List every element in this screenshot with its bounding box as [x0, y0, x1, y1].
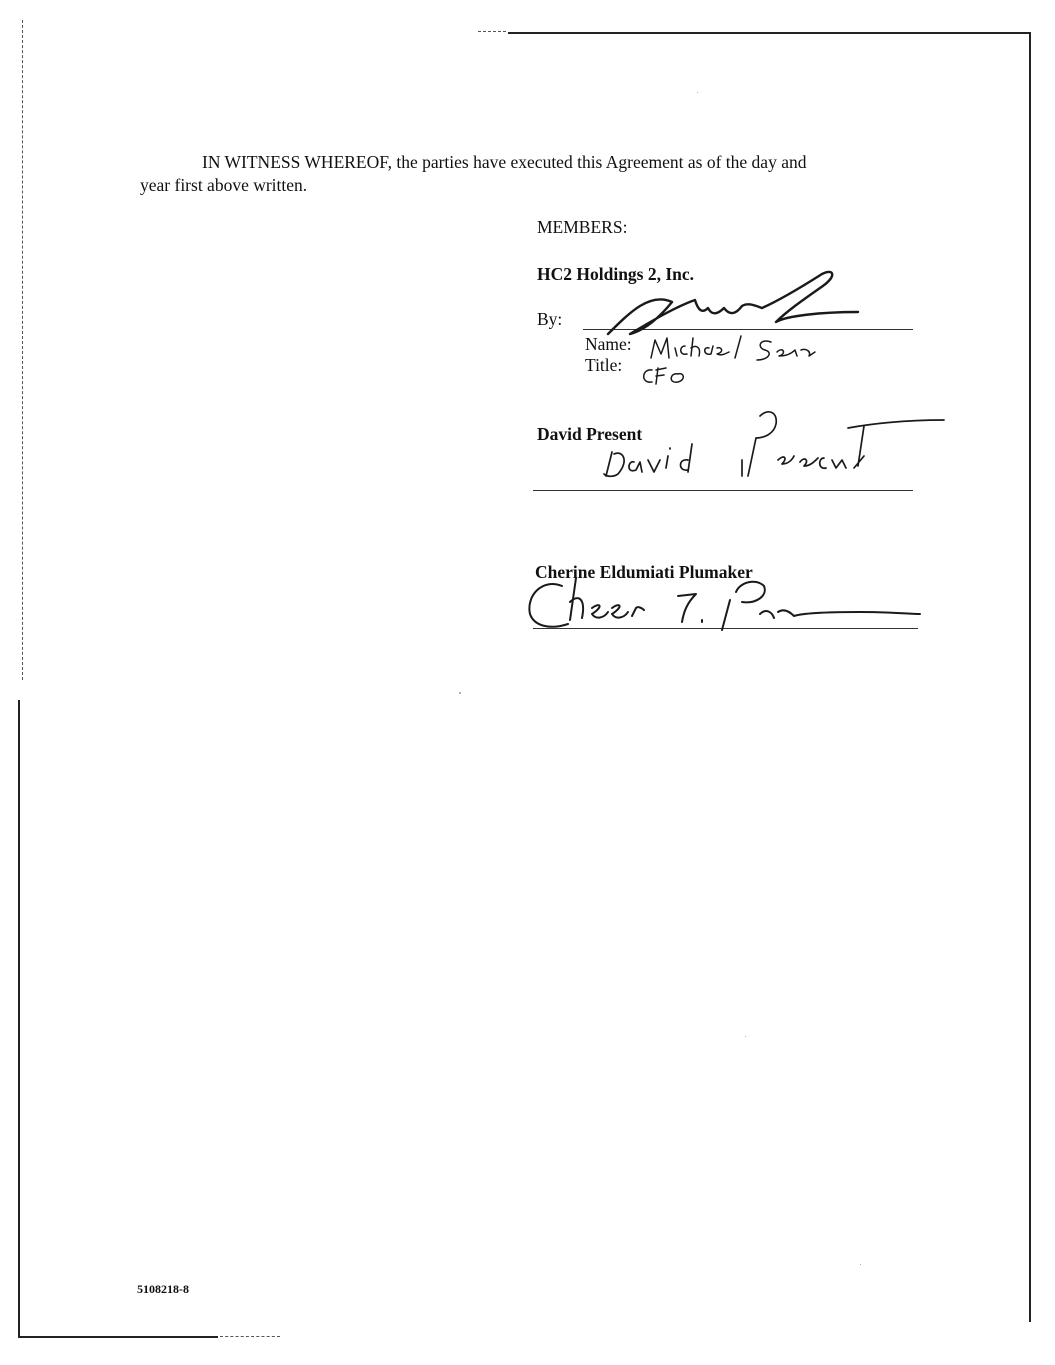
document-footer-code: 5108218-8 [137, 1282, 189, 1296]
witness-clause-line-2: year first above written. [140, 175, 308, 195]
scan-speck [860, 1264, 861, 1265]
david-present-signature [592, 404, 952, 484]
hc2-handwritten-title [636, 362, 696, 390]
by-label: By: [537, 309, 563, 329]
party-david-present-name: David Present [537, 424, 643, 444]
party-cherine-plumaker-name: Cherine Eldumiati Plumaker [535, 562, 753, 582]
signature-line-david-present [533, 490, 913, 491]
page-border-right [1029, 32, 1031, 1322]
party-hc2-holdings-name: HC2 Holdings 2, Inc. [537, 264, 695, 284]
page-border-left-dashed [22, 20, 23, 680]
page-border-top-dashed [478, 31, 506, 32]
name-label: Name: [585, 334, 632, 354]
witness-clause-line-1: IN WITNESS WHEREOF, the parties have executed this Agreement as of the day and [202, 152, 807, 172]
page-border-bottom-dashed [220, 1336, 280, 1337]
title-label: Title: [585, 355, 623, 375]
cherine-plumaker-signature [520, 572, 920, 636]
scan-speck [459, 692, 461, 694]
members-heading: MEMBERS: [537, 217, 628, 237]
scan-speck [697, 92, 698, 93]
hc2-handwritten-name [645, 330, 835, 366]
page-border-top [508, 32, 1030, 34]
scan-speck [745, 1036, 746, 1037]
page-border-left [18, 700, 20, 1336]
page-border-bottom [18, 1336, 218, 1338]
